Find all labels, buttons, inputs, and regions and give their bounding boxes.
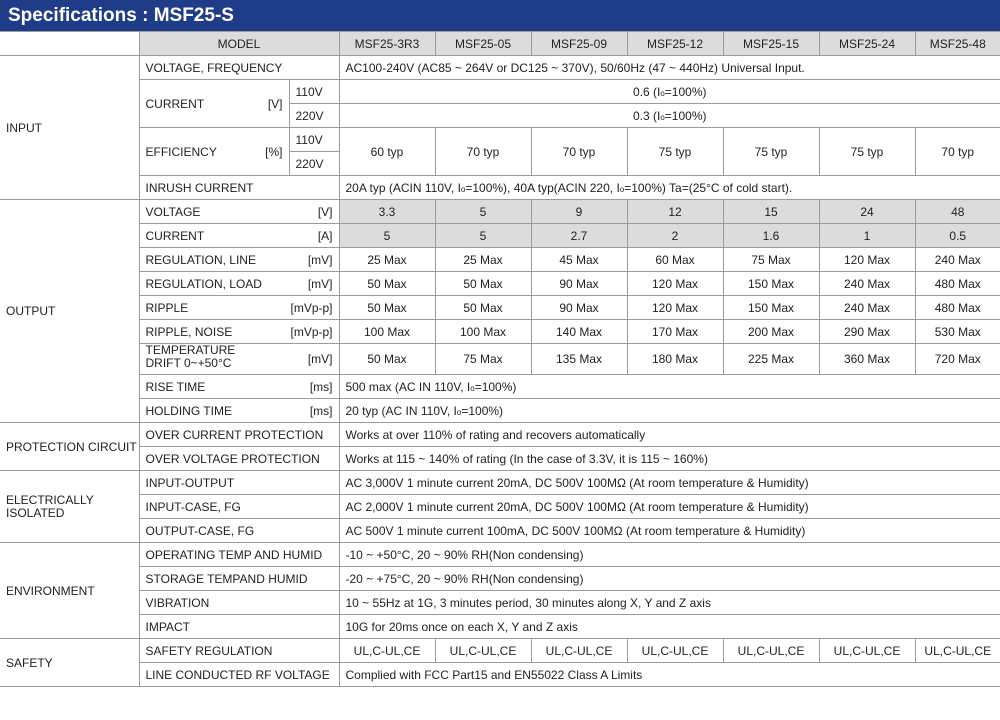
row-label: SAFETY REGULATION	[139, 639, 339, 663]
table-row	[0, 567, 1000, 591]
row-label	[139, 320, 339, 344]
model-header: MSF25-05	[435, 32, 531, 56]
subscript: o	[660, 112, 665, 122]
table-cell: 48	[915, 200, 1000, 224]
label-text: RIPPLE, NOISE	[145, 324, 233, 339]
table-cell: UL,C-UL,CE	[819, 639, 915, 663]
model-header: MSF25-15	[723, 32, 819, 56]
table-row	[0, 296, 1000, 320]
table-cell: 75 Max	[723, 248, 819, 272]
label-text: RIPPLE	[145, 300, 189, 315]
table-row	[0, 447, 1000, 471]
table-cell: 75 Max	[435, 344, 531, 375]
unit-text: [mV]	[307, 252, 333, 267]
row-label: OUTPUT-CASE, FG	[139, 519, 339, 543]
model-header: MSF25-3R3	[339, 32, 435, 56]
value-text: =100%)	[461, 403, 504, 418]
row-label	[139, 296, 339, 320]
row-value: AC 500V 1 minute current 100mA, DC 500V 100MΩ (At room temperature & Humidity)	[339, 519, 1000, 543]
row-label	[139, 200, 339, 224]
row-label	[139, 80, 289, 128]
row-value	[339, 399, 1000, 423]
table-cell: 75 typ	[723, 128, 819, 176]
table-row	[0, 128, 1000, 152]
table-row	[0, 615, 1000, 639]
table-cell: 15	[723, 200, 819, 224]
model-header: MSF25-48	[915, 32, 1000, 56]
table-cell: 0.5	[915, 224, 1000, 248]
table-cell: 120 Max	[819, 248, 915, 272]
label-text: TEMPERATURE	[145, 343, 236, 357]
row-value	[339, 80, 1000, 104]
table-cell: 70 typ	[915, 128, 1000, 176]
table-row	[0, 543, 1000, 567]
model-header: MSF25-12	[627, 32, 723, 56]
table-cell: 170 Max	[627, 320, 723, 344]
unit-text: [ms]	[309, 403, 333, 418]
table-cell: 75 typ	[819, 128, 915, 176]
table-cell: 480 Max	[915, 296, 1000, 320]
header-blank	[0, 32, 139, 56]
value-text: =100%), 40A typ(ACIN 220, I	[465, 180, 620, 195]
value-text: =100%)	[664, 84, 707, 99]
value-text: 20 typ (AC IN 110V, I	[345, 403, 457, 418]
table-row	[0, 495, 1000, 519]
row-label: VOLTAGE, FREQUENCY	[139, 56, 339, 80]
value-text: =100%)	[664, 108, 707, 123]
row-label	[139, 128, 289, 176]
value-text: 500 max (AC IN 110V, I	[345, 379, 471, 394]
row-label: LINE CONDUCTED RF VOLTAGE	[139, 663, 339, 687]
label-text: CURRENT	[145, 228, 205, 243]
row-value: Works at 115 ~ 140% of rating (In the case of 3.3V, it is 115 ~ 160%)	[339, 447, 1000, 471]
table-cell: 240 Max	[819, 296, 915, 320]
row-value: Works at over 110% of rating and recovers automatically	[339, 423, 1000, 447]
table-cell: 150 Max	[723, 296, 819, 320]
row-label	[139, 248, 339, 272]
table-cell: UL,C-UL,CE	[915, 639, 1000, 663]
row-value: Complied with FCC Part15 and EN55022 Class A Limits	[339, 663, 1000, 687]
value-text: =100%)	[474, 379, 517, 394]
category-safety: SAFETY	[0, 639, 139, 687]
model-label: MODEL	[139, 32, 339, 56]
header-row	[0, 32, 1000, 56]
table-cell: 25 Max	[339, 248, 435, 272]
row-label: INRUSH CURRENT	[139, 176, 339, 200]
table-cell: UL,C-UL,CE	[723, 639, 819, 663]
row-label: OVER VOLTAGE PROTECTION	[139, 447, 339, 471]
value-text: 0.3 (I	[632, 108, 661, 123]
table-cell: 50 Max	[339, 272, 435, 296]
row-label: OVER CURRENT PROTECTION	[139, 423, 339, 447]
unit-text: [V]	[317, 204, 333, 219]
label-text: REGULATION, LOAD	[145, 276, 262, 291]
table-cell: 240 Max	[915, 248, 1000, 272]
table-row	[0, 423, 1000, 447]
model-header: MSF25-09	[531, 32, 627, 56]
row-label	[139, 272, 339, 296]
row-label: VIBRATION	[139, 591, 339, 615]
unit-text: [mV]	[307, 276, 333, 291]
table-cell: 60 Max	[627, 248, 723, 272]
subscript: o	[456, 407, 462, 417]
table-row	[0, 471, 1000, 495]
table-cell: 25 Max	[435, 248, 531, 272]
row-label: INPUT-CASE, FG	[139, 495, 339, 519]
subscript: o	[619, 184, 625, 194]
unit-text: [mVp-p]	[290, 300, 333, 315]
category-environment: ENVIRONMENT	[0, 543, 139, 639]
label-text: REGULATION, LINE	[145, 252, 256, 267]
table-cell: 70 typ	[435, 128, 531, 176]
category-isolation	[0, 471, 139, 543]
voltage-sublabel: 110V	[289, 128, 339, 152]
row-value: 10G for 20ms once on each X, Y and Z axis	[339, 615, 1000, 639]
table-row	[0, 591, 1000, 615]
row-label	[139, 375, 339, 399]
table-cell: UL,C-UL,CE	[531, 639, 627, 663]
table-cell: 60 typ	[339, 128, 435, 176]
page-title: Specifications : MSF25-S	[0, 0, 1000, 31]
table-cell: UL,C-UL,CE	[627, 639, 723, 663]
row-label	[139, 399, 339, 423]
table-cell: 480 Max	[915, 272, 1000, 296]
category-text: ELECTRICALLY	[6, 492, 94, 507]
row-value	[339, 176, 1000, 200]
unit-text: [mV]	[307, 352, 333, 366]
table-cell: 9	[531, 200, 627, 224]
table-cell: 50 Max	[339, 344, 435, 375]
table-cell: 720 Max	[915, 344, 1000, 375]
table-row	[0, 639, 1000, 663]
table-cell: 100 Max	[435, 320, 531, 344]
table-cell: 70 typ	[531, 128, 627, 176]
table-cell: 12	[627, 200, 723, 224]
row-label	[139, 224, 339, 248]
table-cell: 140 Max	[531, 320, 627, 344]
table-row	[0, 375, 1000, 399]
table-cell: 75 typ	[627, 128, 723, 176]
table-cell: 120 Max	[627, 272, 723, 296]
table-cell: 2	[627, 224, 723, 248]
row-value: AC 3,000V 1 minute current 20mA, DC 500V 100MΩ (At room temperature & Humidity)	[339, 471, 1000, 495]
table-cell: 290 Max	[819, 320, 915, 344]
row-value: -10 ~ +50°C, 20 ~ 90% RH(Non condensing)	[339, 543, 1000, 567]
table-row	[0, 248, 1000, 272]
table-cell: UL,C-UL,CE	[339, 639, 435, 663]
table-cell: 45 Max	[531, 248, 627, 272]
table-row	[0, 272, 1000, 296]
table-row	[0, 176, 1000, 200]
table-cell: 5	[435, 224, 531, 248]
spec-table	[0, 31, 1000, 687]
table-row	[0, 80, 1000, 104]
table-row	[0, 56, 1000, 80]
label-text: DRIFT 0~+50°C	[145, 356, 232, 370]
table-row	[0, 224, 1000, 248]
unit-text: [A]	[317, 228, 333, 243]
table-cell: 1.6	[723, 224, 819, 248]
value-text: 0.6 (I	[632, 84, 661, 99]
table-cell: 50 Max	[339, 296, 435, 320]
subscript: o	[460, 184, 466, 194]
table-cell: 225 Max	[723, 344, 819, 375]
table-row	[0, 200, 1000, 224]
table-cell: 50 Max	[435, 296, 531, 320]
table-cell: 5	[435, 200, 531, 224]
table-cell: 3.3	[339, 200, 435, 224]
table-cell: 120 Max	[627, 296, 723, 320]
category-input: INPUT	[0, 56, 139, 200]
table-cell: 360 Max	[819, 344, 915, 375]
table-row	[0, 399, 1000, 423]
row-label: STORAGE TEMPAND HUMID	[139, 567, 339, 591]
table-row	[0, 344, 1000, 375]
label-text: CURRENT	[145, 96, 205, 111]
table-cell: 100 Max	[339, 320, 435, 344]
value-text: 20A typ (ACIN 110V, I	[345, 180, 461, 195]
row-value	[339, 104, 1000, 128]
subscript: o	[660, 88, 665, 98]
row-label	[139, 344, 339, 375]
label-text: HOLDING TIME	[145, 403, 232, 418]
table-cell: 200 Max	[723, 320, 819, 344]
row-value: 10 ~ 55Hz at 1G, 3 minutes period, 30 minutes along X, Y and Z axis	[339, 591, 1000, 615]
unit-text: [%]	[265, 144, 283, 159]
table-cell: 240 Max	[819, 272, 915, 296]
table-cell: 1	[819, 224, 915, 248]
value-text: =100%) Ta=(25°C of cold start).	[624, 180, 793, 195]
table-cell: 180 Max	[627, 344, 723, 375]
table-cell: 150 Max	[723, 272, 819, 296]
model-header: MSF25-24	[819, 32, 915, 56]
label-text: RISE TIME	[145, 379, 206, 394]
label-text: EFFICIENCY	[145, 144, 217, 159]
table-cell: 90 Max	[531, 272, 627, 296]
table-row	[0, 663, 1000, 687]
unit-text: [mVp-p]	[290, 324, 333, 339]
unit-text: [V]	[267, 96, 283, 111]
label-text: VOLTAGE	[145, 204, 201, 219]
subscript: o	[470, 383, 475, 393]
row-label: IMPACT	[139, 615, 339, 639]
table-cell: 2.7	[531, 224, 627, 248]
table-row	[0, 320, 1000, 344]
table-cell: 24	[819, 200, 915, 224]
table-cell: 90 Max	[531, 296, 627, 320]
row-label: OPERATING TEMP AND HUMID	[139, 543, 339, 567]
row-label: INPUT-OUTPUT	[139, 471, 339, 495]
category-protection: PROTECTION CIRCUIT	[0, 423, 139, 471]
row-value: AC100-240V (AC85 ~ 264V or DC125 ~ 370V), 50/60Hz (47 ~ 440Hz) Universal Input.	[339, 56, 1000, 80]
table-cell: UL,C-UL,CE	[435, 639, 531, 663]
row-value: -20 ~ +75°C, 20 ~ 90% RH(Non condensing)	[339, 567, 1000, 591]
category-output: OUTPUT	[0, 200, 139, 423]
table-row	[0, 519, 1000, 543]
category-text: ISOLATED	[6, 505, 65, 520]
voltage-sublabel: 220V	[289, 104, 339, 128]
table-cell: 135 Max	[531, 344, 627, 375]
voltage-sublabel: 220V	[289, 152, 339, 176]
table-cell: 5	[339, 224, 435, 248]
table-cell: 50 Max	[435, 272, 531, 296]
table-cell: 530 Max	[915, 320, 1000, 344]
unit-text: [ms]	[309, 379, 333, 394]
row-value	[339, 375, 1000, 399]
row-value: AC 2,000V 1 minute current 20mA, DC 500V 100MΩ (At room temperature & Humidity)	[339, 495, 1000, 519]
voltage-sublabel: 110V	[289, 80, 339, 104]
